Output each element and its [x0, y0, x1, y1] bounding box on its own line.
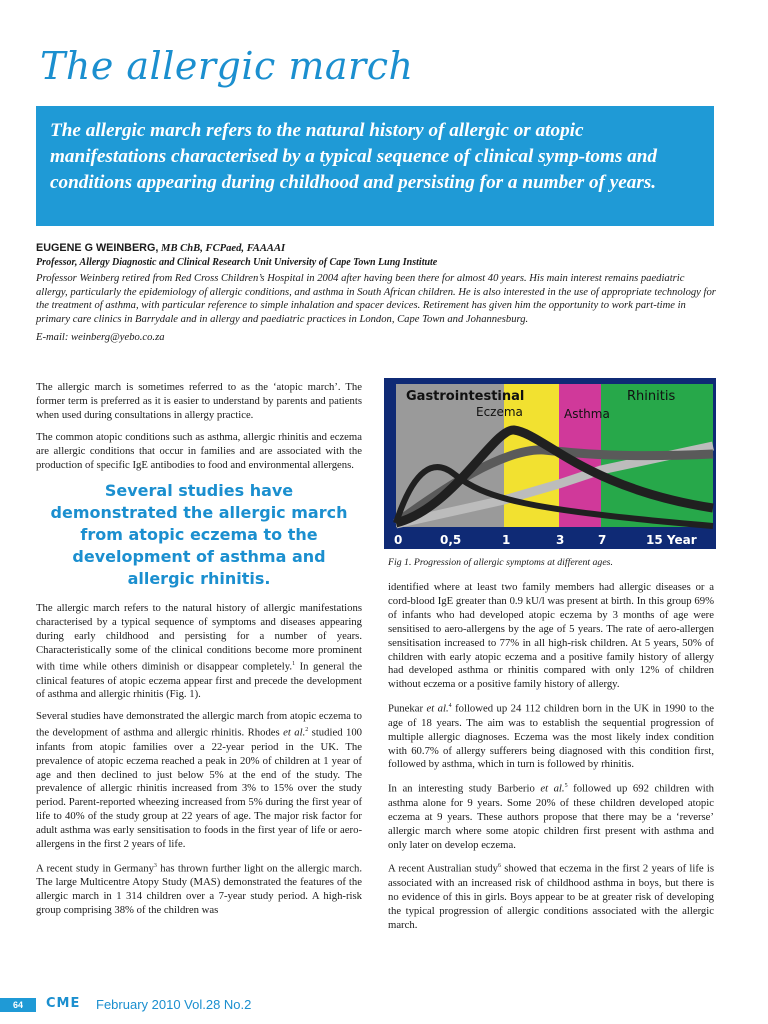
author-bio: Professor Weinberg retired from Red Cross Children’s Hospital in 2004 after having been there for almost 40 years. His main interest remains paediatric allergy, particularly the epidemiology of allergic conditions, and asthma in South African children. He is also interested in the use of appropriate technology for the treatment of asthma, with particular reference to simple inhalation and spacer devices. Retirement has given him the opportunity to work part-time in primary care clinics in Barrydale and in allergy and paediatric practices in London, Cape Town and Johannesburg.	[36, 273, 716, 325]
author-block	[36, 242, 716, 344]
text-run: followed up 692 children with asthma alone for 9 years. Some 20% of these children developed atopic eczema at 9 years. These authors propose that there may be a ‘reverse’ allergic march where some atopic children first present with asthma and only later on develop eczema.	[388, 782, 715, 851]
issue-info: February 2010 Vol.28 No.2	[96, 997, 252, 1012]
right-column	[388, 581, 714, 941]
paragraph: The common atopic conditions such as asthma, allergic rhinitis and eczema are allergic conditions that occur in families and are associated with the production of specific IgE antibodies to food and environmental allergens.	[36, 430, 362, 471]
tick-label: 0,5	[440, 533, 462, 547]
paragraph: identified where at least two family members had allergic diseases or a cord-blood IgE greater than 0.9 kU/l was present at birth. In this group 69% of infants who had developed atopic eczema by 3 months of age were sensitised to aero-allergens by the age of 5 years. The rate of aero-allergen sensitisation increased to 77% in all high-risk children. At 5 years, 50% of children with early atopic eczema and a positive family history of allergy had developed asthma or rhinitis compared with only 12% of children without eczema or a positive family history of allergy.	[388, 581, 714, 691]
article-title: The allergic march	[40, 44, 414, 88]
tick-label: 0	[394, 533, 403, 547]
label-asthma: Asthma	[564, 407, 610, 421]
reference-number: 6	[498, 863, 502, 870]
author-email: E-mail: weinberg@yebo.co.za	[36, 331, 165, 343]
tick-label: 15 Year	[646, 533, 697, 547]
figure-allergic-march	[384, 378, 716, 549]
label-gastrointestinal: Gastrointestinal	[406, 389, 525, 404]
lead-text: The allergic march refers to the natural history of allergic or atopic manifestations characterised by a typical sequence of clinical symp-toms and conditions appearing during childhood and persisting for a number of years.	[50, 120, 658, 193]
label-rhinitis: Rhinitis	[627, 389, 676, 404]
figure-graphic	[384, 378, 716, 549]
text-run: Punekar	[388, 702, 427, 715]
reference-number: 1	[292, 661, 296, 668]
et-al: et al.	[283, 726, 306, 739]
figure-caption: Fig 1. Progression of allergic symptoms at different ages.	[388, 557, 613, 568]
paragraph	[388, 780, 714, 852]
text-run: has thrown further light on the allergic march. The large Multicentre Atopy Study (MAS) demonstrated the features of the allergic march in 1 314 children over a 7-year study period. A high-risk group comprising 38% of the children was	[36, 862, 362, 917]
paragraph: The allergic march is sometimes referred to as the ‘atopic march’. The former term is preferred as it is easier to understand by parents and patients when used during consultations in allergy practice.	[36, 381, 362, 421]
left-column	[36, 381, 362, 926]
text-run: studied 100 infants from atopic families over a 22-year period in the UK. The prevalence of atopic eczema reached a peak in 20% of children at 1 year of age and then declined to just below 5% at the end of the study. The prevalence of allergic rhinitis increased from 3% to 15% over the study period. Parent-reported wheezing increased from 5% during the first year of life to 40% of the study group at 22 years of age. The major risk factor for adult asthma was early sensitisation to foods in the first year of life or aero-allergens in the first 2 years of life.	[36, 726, 363, 851]
text-run: In general the clinical features of atopic eczema appear first and precede the development of asthma and allergic rhinitis (Fig. 1).	[36, 660, 362, 701]
text-run: A recent study in Germany	[36, 862, 154, 875]
reference-number: 3	[153, 862, 157, 869]
author-affiliation: Professor, Allergy Diagnostic and Clinical Research Unit University of Cape Town Lung Institute	[36, 256, 438, 268]
label-eczema: Eczema	[476, 405, 523, 419]
reference-number: 4	[448, 703, 452, 710]
pull-quote: Several studies have demonstrated the allergic march from atopic eczema to the development of asthma and allergic rhinitis.	[50, 481, 348, 589]
paragraph	[36, 710, 362, 852]
text-run: showed that eczema in the first 2 years of life is associated with an increased risk of childhood asthma in boys, but there is no evidence of this in girls. Boys appear to be at greater risk of developing the typical progression of allergic conditions associated with the allergic march.	[388, 863, 714, 931]
lead-box	[36, 106, 714, 226]
page-footer	[0, 996, 768, 1016]
paragraph	[36, 860, 362, 918]
journal-name: CME	[46, 996, 81, 1011]
text-run: followed up 24 112 children born in the UK in 1990 to the age of 18 years. The aim was to establish the sequential progression of multiple allergic diagnoses. Eczema was the most likely index condition with 60.7% of allergy sufferers being diagnosed with this condition first, followed by asthma, which in turn is followed by rhinitis.	[388, 702, 714, 771]
text-run: Several studies have demonstrated the allergic march from atopic eczema to the development of asthma and allergic rhinitis. Rhodes	[36, 710, 362, 739]
et-al: et al.	[426, 702, 449, 715]
text-run: In an interesting study Barberio	[388, 782, 541, 795]
tick-label: 1	[502, 533, 511, 547]
tick-label: 3	[556, 533, 565, 547]
text-run: The allergic march refers to the natural history of allergic manifestations characterised by a typical sequence of symptoms and diseases appearing during early childhood and persisting for a number of years. Characteristically some of the clinical conditions become more prominent with time while others diminish or disappear completely.	[36, 602, 362, 673]
reference-number: 2	[305, 727, 309, 734]
text-run: A recent Australian study	[388, 863, 499, 875]
author-name: EUGENE G WEINBERG,	[36, 242, 159, 254]
reference-number: 5	[564, 783, 568, 790]
author-credentials: MB ChB, FCPaed, FAAAAI	[161, 243, 286, 254]
paragraph	[388, 860, 714, 932]
et-al: et al.	[540, 782, 565, 795]
paragraph	[36, 602, 362, 702]
page-number: 64	[0, 998, 36, 1012]
paragraph	[388, 700, 714, 772]
tick-label: 7	[598, 533, 607, 547]
